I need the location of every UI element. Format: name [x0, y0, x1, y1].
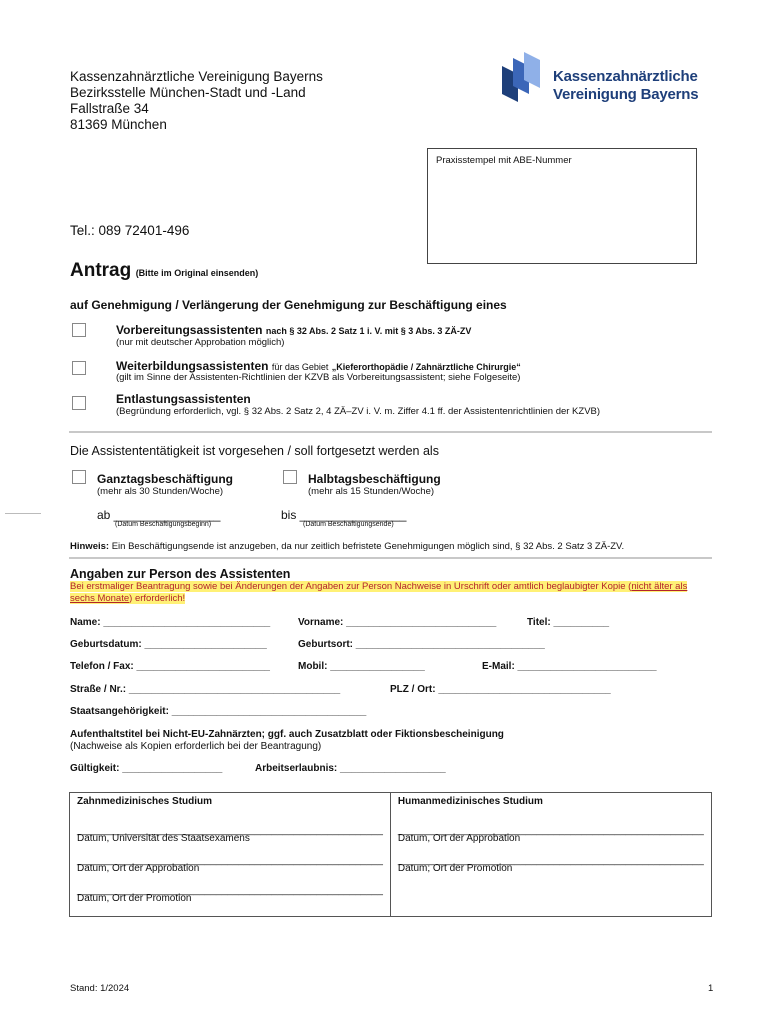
dental-line-caption: Datum, Ort der Promotion [77, 893, 192, 904]
dental-study-heading: Zahnmedizinisches Studium [77, 796, 213, 807]
footer-stand: Stand: 1/2024 [70, 983, 130, 994]
person-heading: Angaben zur Person des Assistenten [70, 567, 291, 581]
note-text: Bei erstmaliger Beantragung sowie bei Änderungen der Angaben zur Person Nachweise in Urschrift oder amtlich beglaubigter Kopie ( [70, 581, 632, 592]
part-time-label: Halbtagsbeschäftigung [308, 472, 441, 486]
dental-line-caption: Datum, Universität des Staatsexamens [77, 833, 250, 844]
person-note [70, 581, 760, 605]
blank-line[interactable]: _______________________________________________________ [397, 855, 704, 866]
birthplace-field[interactable]: Geburtsort: __________________________________ [298, 639, 545, 650]
checkbox-entlastungsassistent[interactable] [72, 396, 86, 410]
option-suffix: „Kieferorthopädie / Zahnärztliche Chirurgie“ [331, 362, 521, 372]
street-field[interactable]: Straße / Nr.: ______________________________________ [70, 684, 341, 695]
studies-table [69, 792, 712, 917]
kzvb-logo-icon [500, 52, 548, 104]
email-field[interactable]: E-Mail: _________________________ [482, 661, 657, 672]
logo-line: Kassenzahnärztliche [553, 68, 698, 85]
option-label: Weiterbildungsassistenten [116, 359, 269, 373]
hint-text [70, 541, 624, 552]
logo-wordmark [553, 68, 698, 104]
option-mid: für das Gebiet [271, 362, 329, 372]
option-title [116, 359, 521, 373]
option-subtext: (nur mit deutscher Approbation möglich) [116, 337, 285, 348]
employment-intro: Die Assistententätigkeit ist vorgesehen / soll fortgesetzt werden als [70, 444, 439, 458]
human-study-cell [390, 793, 711, 917]
human-line-caption: Datum; Ort der Promotion [397, 863, 513, 874]
address-line: Kassenzahnärztliche Vereinigung Bayerns [70, 69, 323, 84]
title-main: Antrag [70, 260, 132, 281]
nationality-field[interactable]: Staatsangehörigkeit: ___________________________________ [70, 706, 367, 717]
logo-line: Vereinigung Bayerns [553, 86, 699, 103]
blank-line[interactable]: _______________________________________________________ [77, 825, 383, 836]
divider [69, 557, 712, 559]
full-time-subtext: (mehr als 30 Stunden/Woche) [97, 486, 224, 497]
blank-line[interactable]: _______________________________________________________ [77, 885, 383, 896]
checkbox-weiterbildungsassistent[interactable] [72, 361, 86, 375]
dental-line-caption: Datum, Ort der Approbation [77, 863, 200, 874]
validity-field[interactable]: Gültigkeit: __________________ [70, 763, 223, 774]
hint-body: Ein Beschäftigungsende ist anzugeben, da nur zeitlich befristete Genehmigungen möglich sind, § 32 Abs. 2 Satz 3 ZÄ-ZV. [111, 541, 625, 552]
zip-city-field[interactable]: PLZ / Ort: _______________________________ [390, 684, 611, 695]
option-subtext: (Begründung erforderlich, vgl. § 32 Abs. 2 Satz 2, 4 ZÄ–ZV i. V. m. Ziffer 4.1 ff. der Assistentenrichtlinien der KZVB) [116, 406, 601, 417]
part-time-subtext: (mehr als 15 Stunden/Woche) [308, 486, 435, 497]
blank-line[interactable]: _______________________________________________________ [397, 825, 704, 836]
form-subtitle: auf Genehmigung / Verlängerung der Genehmigung zur Beschäftigung eines [70, 298, 507, 312]
note-underline: sechs Monate [70, 593, 130, 604]
phone-fax-field[interactable]: Telefon / Fax: ________________________ [70, 661, 270, 672]
title-field[interactable]: Titel: __________ [527, 617, 610, 628]
work-permit-field[interactable]: Arbeitserlaubnis: ___________________ [255, 763, 446, 774]
checkbox-halbtags[interactable] [283, 470, 297, 484]
birthdate-field[interactable]: Geburtsdatum: ______________________ [70, 639, 267, 650]
option-suffix: nach § 32 Abs. 2 Satz 1 i. V. mit § 3 Abs. 3 ZÄ-ZV [265, 326, 472, 336]
address-line: 81369 München [70, 117, 167, 132]
dental-study-cell [70, 793, 391, 917]
hint-label: Hinweis: [70, 541, 110, 552]
option-title [116, 323, 471, 337]
name-field[interactable]: Name: ______________________________ [70, 617, 271, 628]
start-date-field[interactable]: ab ________________ [97, 508, 221, 522]
human-line-caption: Datum, Ort der Approbation [397, 833, 521, 844]
divider [69, 431, 712, 433]
title-note: (Bitte im Original einsenden) [135, 268, 259, 278]
phone-number: Tel.: 089 72401-496 [70, 223, 190, 238]
form-title [70, 260, 258, 282]
blank-line[interactable]: _______________________________________________________ [77, 855, 383, 866]
option-subtext: (gilt im Sinne der Assistenten-Richtlinien der KZVB als Vorbereitungsassistent; siehe Folgeseite) [116, 372, 521, 383]
mobile-field[interactable]: Mobil: _________________ [298, 661, 425, 672]
option-title: Entlastungsassistenten [116, 392, 251, 406]
note-underline: nicht älter als [631, 581, 688, 592]
option-label: Vorbereitungsassistenten [116, 323, 263, 337]
residence-permit-subtext: (Nachweise als Kopien erforderlich bei der Beantragung) [70, 741, 322, 752]
human-study-heading: Humanmedizinisches Studium [397, 796, 543, 807]
page-number: 1 [708, 983, 714, 994]
end-date-field[interactable]: bis ________________ [281, 508, 407, 522]
end-date-caption: (Datum Beschäftigungsende) [303, 521, 394, 528]
address-line: Bezirksstelle München-Stadt und -Land [70, 85, 306, 100]
sender-address [70, 69, 323, 133]
checkbox-vorbereitungsassistent[interactable] [72, 323, 86, 337]
checkbox-ganztags[interactable] [72, 470, 86, 484]
residence-permit-title: Aufenthaltstitel bei Nicht-EU-Zahnärzten; ggf. auch Zusatzblatt oder Fiktionsbescheinigung [70, 729, 504, 740]
practice-stamp-box[interactable] [427, 148, 697, 264]
stamp-label: Praxisstempel mit ABE-Nummer [436, 155, 572, 166]
full-time-label: Ganztagsbeschäftigung [97, 472, 234, 486]
note-text: ) erforderlich! [129, 593, 186, 604]
first-name-field[interactable]: Vorname: ___________________________ [298, 617, 497, 628]
fold-mark [5, 513, 41, 514]
start-date-caption: (Datum Beschäftigungsbeginn) [115, 521, 212, 528]
address-line: Fallstraße 34 [70, 101, 149, 116]
